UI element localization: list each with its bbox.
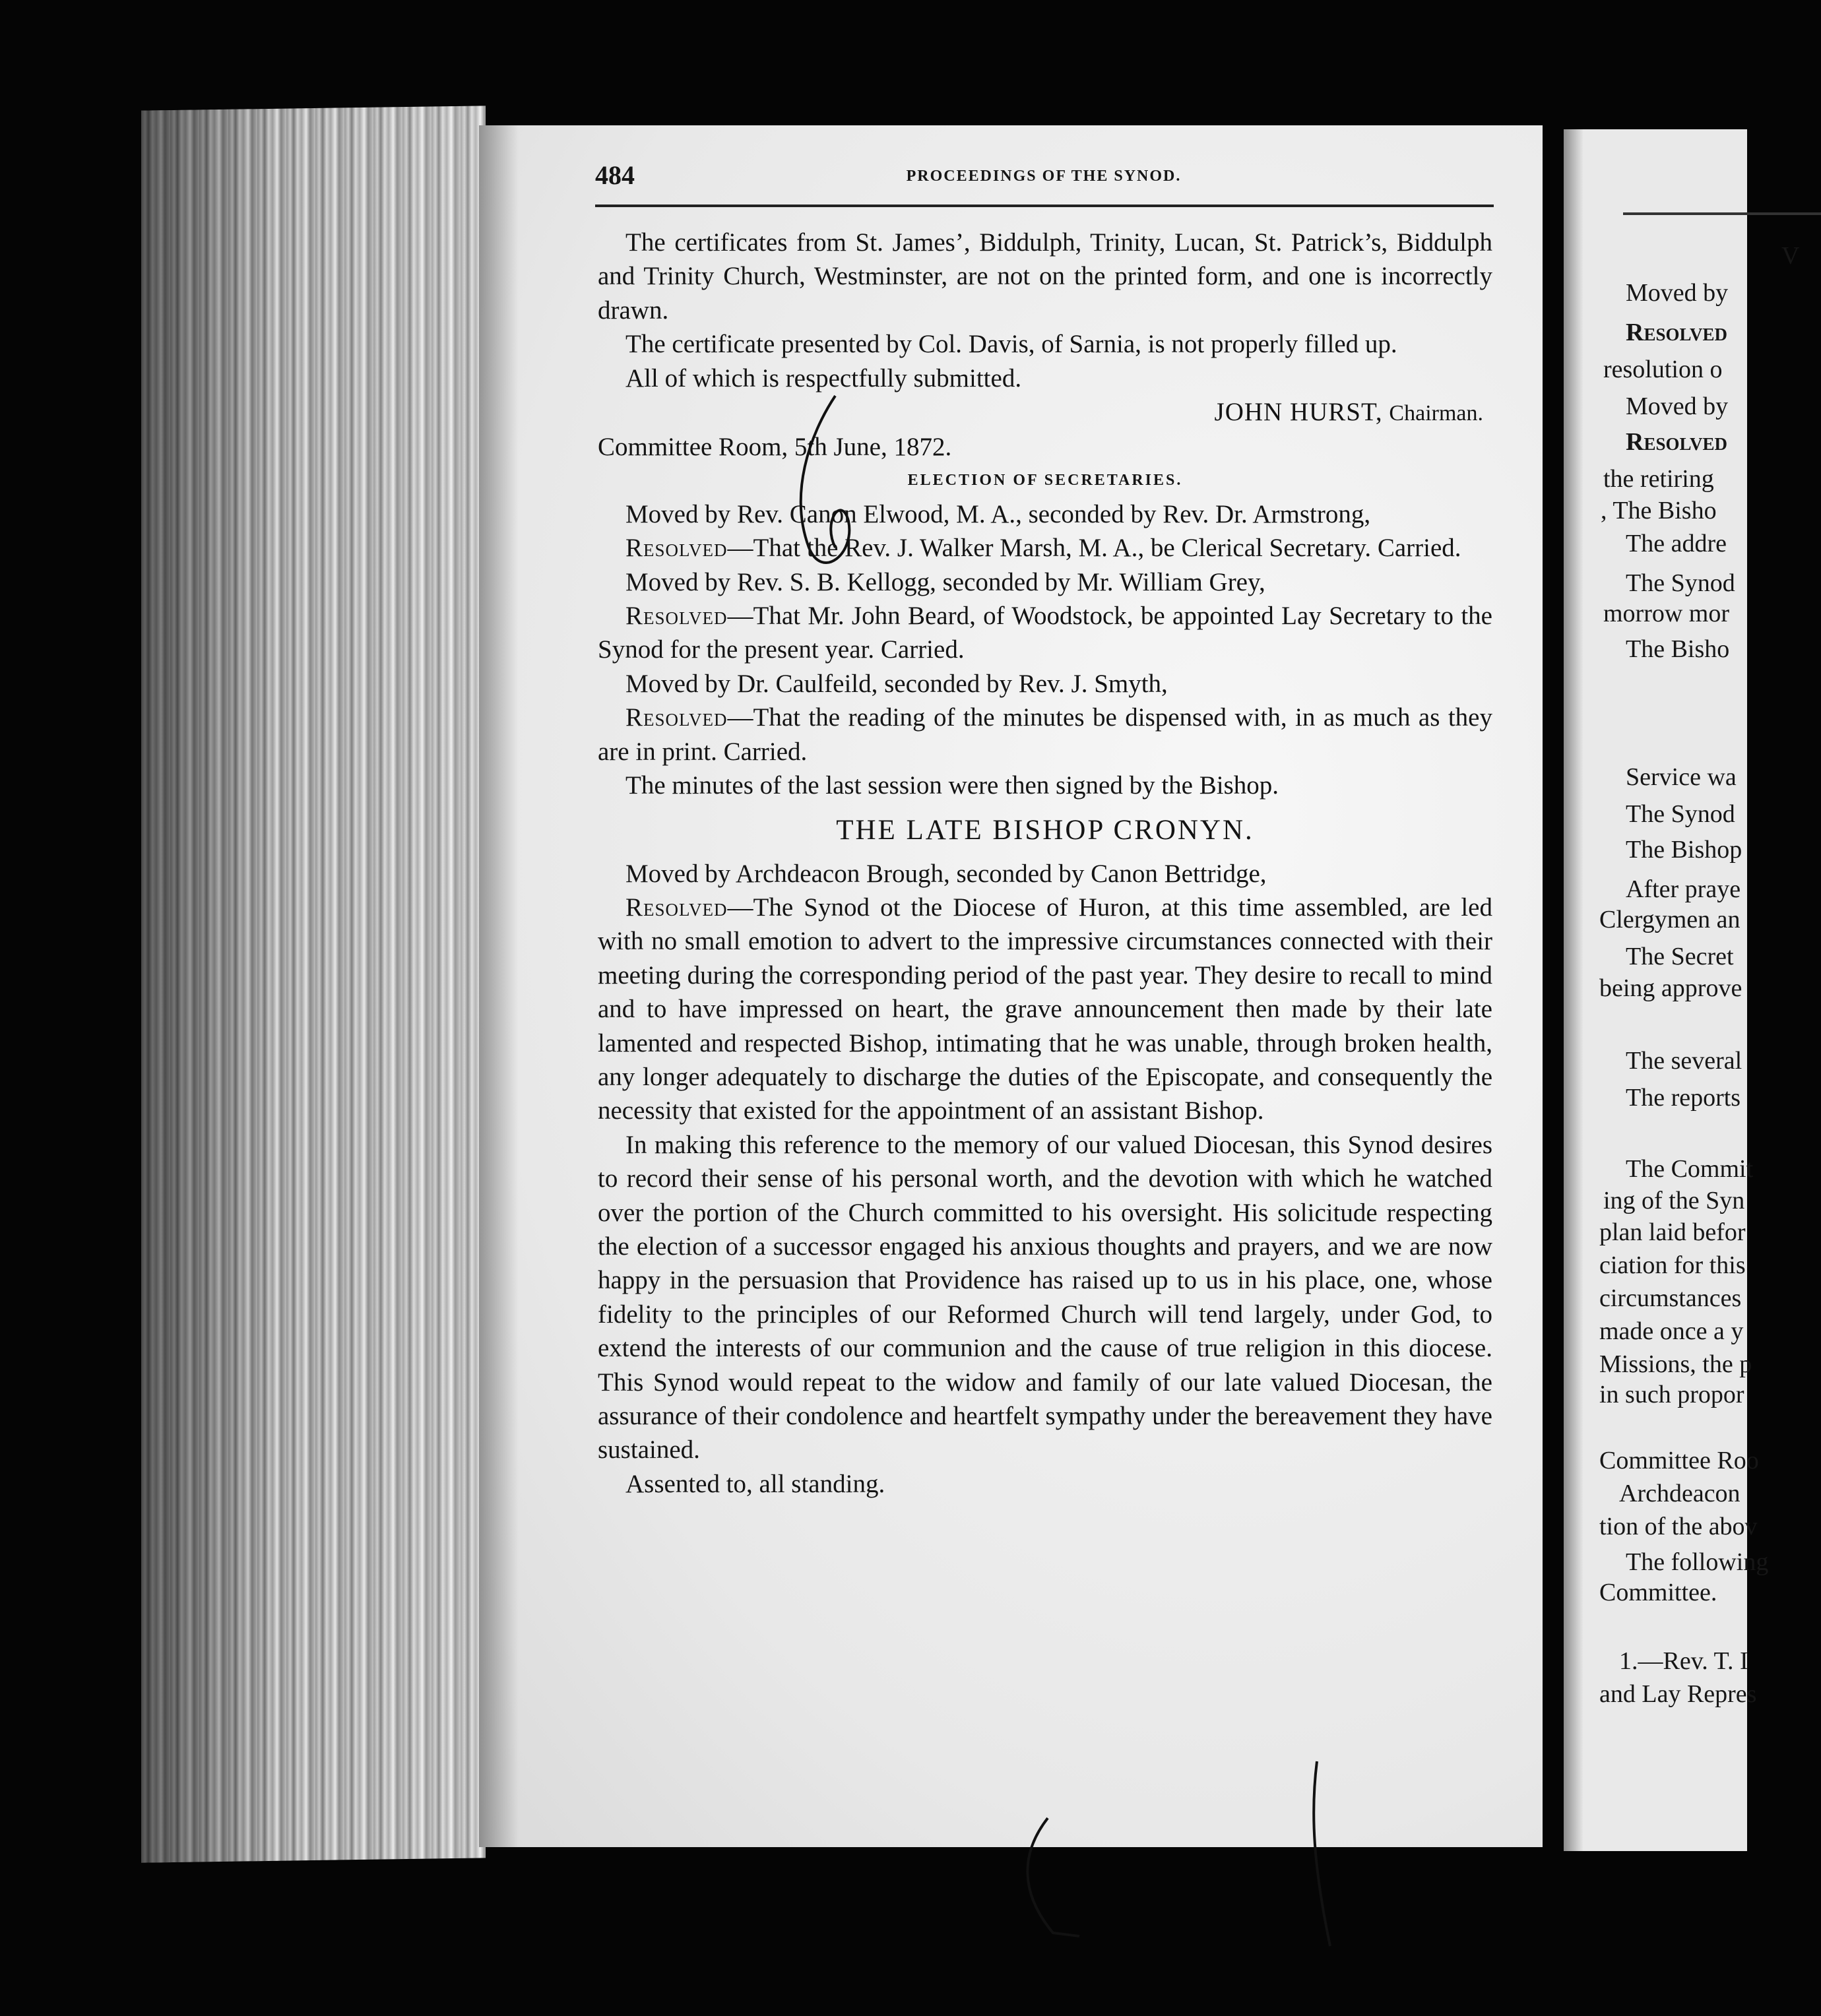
resolved-marsh-text: —That the Rev. J. Walker Marsh, M. A., be Clerical Secretary. Carried.: [727, 534, 1461, 563]
resolved-label: Resolved: [625, 703, 728, 732]
pencil-mark-swirl: [801, 396, 849, 563]
right-page-line: The addre: [1626, 530, 1727, 557]
election-heading: ELECTION OF SECRETARIES.: [907, 471, 1183, 489]
right-page-line: ing of the Syn: [1603, 1187, 1745, 1214]
right-page-line: being approve: [1599, 974, 1742, 1002]
right-page-line: The several: [1626, 1047, 1742, 1075]
paragraph-certificates: The certificates from St. James’, Biddulph, Trinity, Lucan, St. Patrick’s, Biddulph and Trinity Church, Westminster, are not on the printed form, and one is incorrectly drawn.: [598, 228, 1492, 325]
right-page-line: 1.—Rev. T. I: [1619, 1647, 1748, 1675]
right-page-line: The Synod: [1626, 569, 1735, 597]
section-heading-cronyn: THE LATE BISHOP CRONYN.: [836, 814, 1254, 846]
right-page-line: The Bisho: [1626, 635, 1730, 663]
right-page-line: Archdeacon: [1619, 1480, 1741, 1507]
right-page-line: The following: [1626, 1548, 1769, 1576]
resolved-label: Resolved: [625, 893, 728, 922]
right-page-rule: [1623, 212, 1821, 215]
right-page-line: resolution o: [1603, 356, 1723, 383]
paragraph-assented: Assented to, all standing.: [625, 1469, 885, 1498]
paragraph-committee-room: Committee Room, 5th June, 1872.: [598, 433, 952, 462]
right-page-line: V: [1781, 242, 1800, 270]
right-facing-page: [1564, 129, 1800, 1851]
right-page-line: morrow mor: [1603, 600, 1730, 627]
signature-role: Chairman.: [1389, 401, 1483, 426]
right-page-line: plan laid befor: [1599, 1218, 1746, 1246]
paragraph-memory: In making this reference to the memory of our valued Diocesan, this Synod desires to record their sense of his personal worth, and the devotion with which he watched over the portion of the Church committed to his oversight. His solicitude respecting the election of a successor engaged his anxious thoughts and prayers, and we are now happy in the persuasion that Providence has raised up to us in his place, one, whose fidelity to the principles of our Reformed Church will tend largely, under God, to extend the interests of our communion and the cause of true religion in this diocese. This Synod would repeat to the widow and family of our late valued Diocesan, the assurance of their condolence and heartfelt sympathy under the bereavement they have sustained.: [598, 1130, 1492, 1465]
right-page-line: tion of the abov: [1599, 1513, 1758, 1540]
resolved-synod-text: —The Synod ot the Diocese of Huron, at this time assembled, are led with no small emotion to advert to the impressive circumstances connected with their meeting during the corresponding period of the past year. They desire to recall to mind and to have impressed on heart, the grave announcement then made by their late lamented and respected Bishop, intimating that he was unable, through broken health, any longer adequately to discharge the duties of the Episcopate, and consequently the necessity that existed for the appointment of an assistant Bishop.: [598, 893, 1492, 1125]
handwritten-marks: [479, 125, 1543, 1847]
right-page-line: the retiring: [1603, 465, 1714, 493]
pencil-mark-vertical: [1314, 1761, 1330, 1946]
right-page-line: Resolved: [1626, 428, 1728, 456]
resolved-label: Resolved: [625, 602, 728, 631]
right-page-line: in such propor: [1599, 1381, 1744, 1408]
paragraph-submitted: All of which is respectfully submitted.: [625, 363, 1022, 393]
resolved-label: Resolved: [625, 534, 728, 563]
paragraph-certificate-davis: The certificate presented by Col. Davis, of Sarnia, is not properly filled up.: [625, 330, 1397, 359]
right-page-line: Committee.: [1599, 1579, 1717, 1606]
right-page-line: ciation for this: [1599, 1251, 1746, 1279]
signature-name: JOHN HURST,: [1214, 398, 1383, 427]
right-page-line: Moved by: [1626, 393, 1729, 420]
right-page-line: The Bishop: [1626, 836, 1742, 864]
paragraph-moved-caulfeild: Moved by Dr. Caulfeild, seconded by Rev. J. Smyth,: [625, 669, 1168, 698]
right-page-line: Committee Roo: [1599, 1447, 1759, 1474]
right-page-line: made once a y: [1599, 1317, 1744, 1345]
running-title: PROCEEDINGS OF THE SYNOD.: [906, 168, 1182, 185]
pencil-mark-bracket-left: [1027, 1818, 1079, 1936]
right-page-line: The Commit: [1626, 1155, 1754, 1183]
right-page-line: , The Bisho: [1601, 497, 1717, 524]
paragraph-moved-kellogg: Moved by Rev. S. B. Kellogg, seconded by Mr. William Grey,: [625, 567, 1265, 596]
right-page-line: circumstances: [1599, 1284, 1742, 1312]
right-page-line: Service wa: [1626, 763, 1737, 791]
resolved-beard-text: —That Mr. John Beard, of Woodstock, be appointed Lay Secretary to the Synod for the present year. Carried.: [598, 602, 1492, 664]
right-page-line: After praye: [1626, 875, 1741, 903]
right-page-line: and Lay Repres: [1599, 1680, 1757, 1708]
right-page-line: The reports: [1626, 1084, 1741, 1112]
left-page: [479, 125, 1543, 1847]
right-page-line: Resolved: [1626, 319, 1728, 346]
right-page-line: Clergymen an: [1599, 906, 1741, 933]
paragraph-minutes-signed: The minutes of the last session were then signed by the Bishop.: [625, 771, 1279, 800]
book-page-edges: [141, 106, 486, 1862]
page-number: 484: [595, 160, 635, 190]
paragraph-moved-elwood: Moved by Rev. Canon Elwood, M. A., seconded by Rev. Dr. Armstrong,: [625, 499, 1371, 528]
right-page-line: Moved by: [1626, 279, 1729, 307]
right-page-line: The Secret: [1626, 943, 1734, 970]
paragraph-moved-brough: Moved by Archdeacon Brough, seconded by Canon Bettridge,: [625, 859, 1267, 888]
right-page-line: The Synod: [1626, 800, 1735, 828]
resolved-minutes-text: —That the reading of the minutes be dispensed with, in as much as they are in print. Carried.: [598, 703, 1492, 766]
right-page-line: Missions, the p: [1599, 1350, 1752, 1378]
